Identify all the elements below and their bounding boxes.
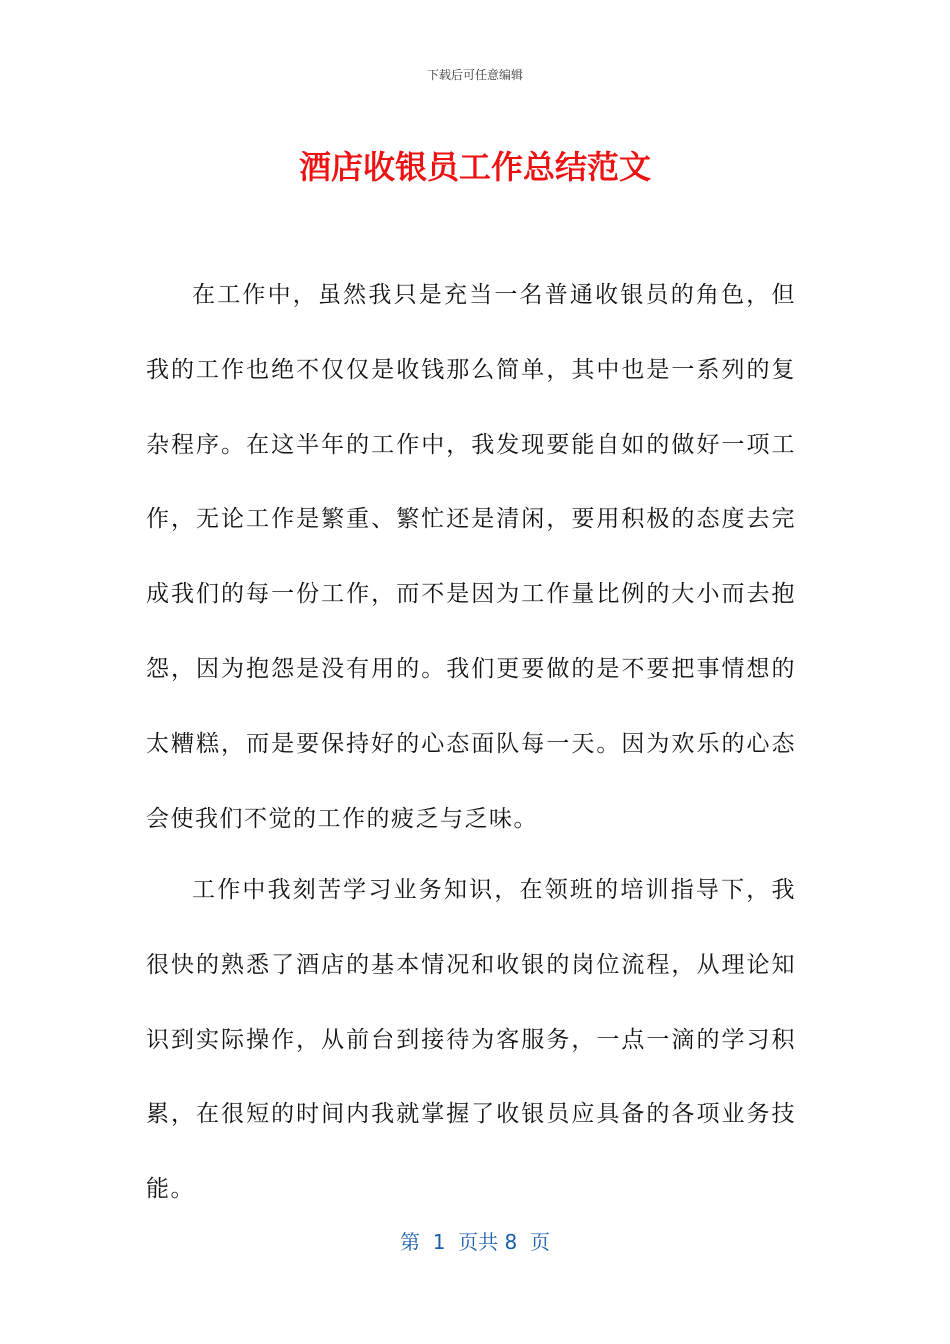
body-paragraph: 在工作中，虽然我只是充当一名普通收银员的角色，但我的工作也绝不仅仅是收钱那么简单，其中也是一系列的复杂程序。在这半年的工作中，我发现要能自如的做好一项工作，无论工作是繁重、繁忙还是清闲，要用积极的态度去完成我们的每一份工作，而不是因为工作量比例的大小而去抱怨，因为抱怨是没有用的。我们更要做的是不要把事情想的太糟糕，而是要保持好的心态面队每一天。因为欢乐的心态会使我们不觉的工作的疲乏与乏味。 xyxy=(146,282,796,832)
body-paragraph: 工作中我刻苦学习业务知识，在领班的培训指导下，我很快的熟悉了酒店的基本情况和收银的岗位流程，从理论知识到实际操作，从前台到接待为客服务，一点一滴的学习积累，在很短的时间内我就掌握了收银员应具备的各项业务技能。 xyxy=(146,877,796,1203)
body-paragraph-2-container xyxy=(146,853,796,1227)
body-paragraph-1-container xyxy=(146,258,796,856)
page-number: 第 1 页共 8 页 xyxy=(400,1230,550,1254)
document-title: 酒店收银员工作总结范文 xyxy=(298,148,651,186)
header-note: 下载后可任意编辑 xyxy=(426,68,523,82)
